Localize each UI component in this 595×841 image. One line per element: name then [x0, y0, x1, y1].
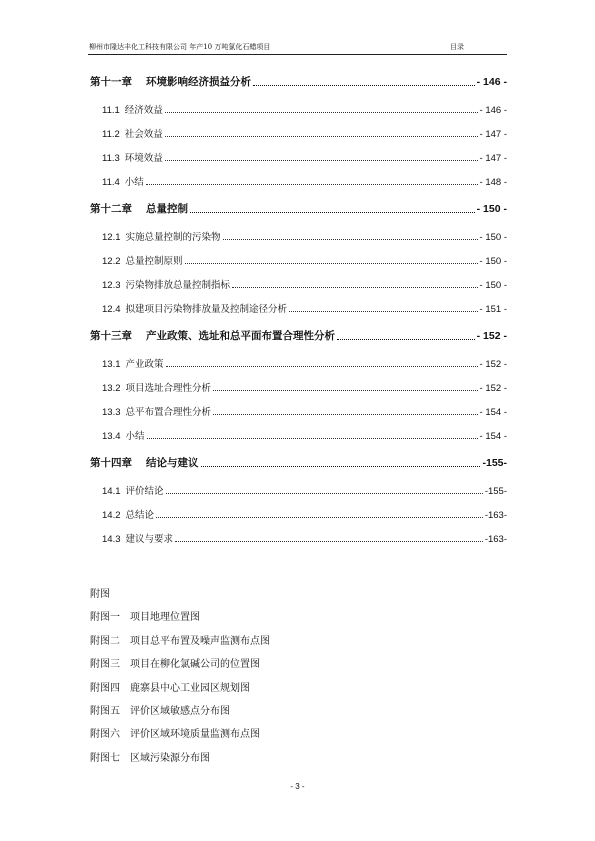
toc-entry-number: 14.1: [102, 486, 121, 497]
toc-entry[interactable]: [90, 277, 507, 291]
toc-entry-number: 11.2: [102, 129, 120, 140]
appendix-item: 附图三 项目在柳化氯碱公司的位置图: [90, 659, 260, 671]
toc-entry-page: -163-: [484, 510, 507, 521]
appendix-item: 附图二 项目总平布置及噪声监测布点图: [90, 635, 270, 647]
toc-entry-title: 环境影响经济损益分析: [146, 76, 251, 88]
toc-entry-number: 12.2: [102, 256, 121, 267]
toc-entry[interactable]: [90, 150, 507, 164]
toc-entry[interactable]: [90, 174, 507, 188]
toc-entry-page: - 152 -: [479, 383, 507, 394]
toc-entry-title: 项目选址合理性分析: [125, 383, 212, 394]
toc-entry-page: - 146 -: [476, 76, 507, 88]
toc-leader-dots: [190, 204, 475, 213]
toc-entry-page: - 150 -: [479, 280, 507, 291]
toc-entry[interactable]: [90, 74, 507, 89]
toc-entry-page: -155-: [482, 457, 507, 469]
toc-leader-dots: [147, 430, 478, 439]
toc-entry-number: 第十三章: [90, 330, 132, 342]
toc-leader-dots: [337, 331, 475, 340]
toc-leader-dots: [165, 152, 478, 161]
toc-entry-number: 12.1: [102, 232, 121, 243]
toc-entry-title: 总平布置合理性分析: [125, 407, 212, 418]
toc-entry-page: - 150 -: [479, 232, 507, 243]
toc-entry-page: -163-: [484, 534, 507, 545]
toc-entry-page: - 154 -: [479, 431, 507, 442]
toc-leader-dots: [156, 509, 483, 518]
toc-entry-page: - 147 -: [479, 153, 507, 164]
toc-entry-number: 12.4: [102, 304, 121, 315]
toc-entry-page: - 148 -: [479, 177, 507, 188]
appendix-title: 附图: [90, 589, 110, 600]
toc-entry-number: 14.2: [102, 510, 121, 521]
toc-entry[interactable]: [90, 126, 507, 140]
toc-entry-title: 评价结论: [125, 486, 164, 497]
running-header: [88, 40, 507, 55]
toc-entry-number: 13.4: [102, 431, 121, 442]
toc-entry-number: 11.1: [102, 105, 120, 116]
toc-entry-number: 14.3: [102, 534, 121, 545]
toc-entry[interactable]: [90, 253, 507, 267]
toc-entry[interactable]: [90, 102, 507, 116]
toc-leader-dots: [223, 231, 478, 240]
toc-leader-dots: [253, 77, 475, 86]
toc-entry-number: 13.1: [102, 359, 121, 370]
toc-entry-title: 结论与建议: [146, 457, 199, 469]
toc-entry-number: 第十二章: [90, 203, 132, 215]
toc-entry-page: - 150 -: [479, 256, 507, 267]
toc-entry[interactable]: [90, 428, 507, 442]
toc-leader-dots: [201, 458, 481, 467]
toc-entry[interactable]: [90, 229, 507, 243]
toc-entry-number: 13.3: [102, 407, 121, 418]
toc-leader-dots: [185, 255, 478, 264]
toc-entry-title: 小结: [125, 431, 145, 442]
appendix-item: 附图四 鹿寨县中心工业园区规划图: [90, 682, 250, 694]
toc-entry[interactable]: [90, 455, 507, 470]
toc-entry-page: - 152 -: [479, 359, 507, 370]
toc-entry[interactable]: [90, 404, 507, 418]
toc-entry[interactable]: [90, 483, 507, 497]
toc-entry-title: 污染物排放总量控制指标: [125, 280, 231, 291]
toc-entry-number: 12.3: [102, 280, 121, 291]
toc-entry-title: 实施总量控制的污染物: [125, 232, 221, 243]
toc-entry-page: - 151 -: [479, 304, 507, 315]
toc-entry-title: 拟建项目污染物排放量及控制途径分析: [125, 304, 288, 315]
toc-entry-title: 产业政策、选址和总平面布置合理性分析: [146, 330, 335, 342]
toc-entry-number: 11.3: [102, 153, 120, 164]
toc-entry-title: 产业政策: [125, 359, 164, 370]
toc-entry-title: 小结: [124, 177, 144, 188]
header-section-label: 目录: [450, 43, 464, 51]
toc-entry-title: 经济效益: [124, 105, 163, 116]
page-number: - 3 -: [290, 782, 305, 791]
toc-entry-title: 总量控制原则: [125, 256, 183, 267]
toc-entry-page: - 146 -: [479, 105, 507, 116]
toc-entry-title: 总结论: [125, 510, 155, 521]
header-project-title: 柳州市隆达丰化工科技有限公司 年产10 万吨氯化石蜡项目: [89, 43, 271, 51]
toc-leader-dots: [165, 128, 478, 137]
toc-entry-page: - 152 -: [476, 330, 507, 342]
appendix-item: 附图一 项目地理位置图: [90, 612, 200, 624]
toc-entry[interactable]: [90, 356, 507, 370]
toc-entry[interactable]: [90, 201, 507, 216]
appendix-item: 附图六 评价区域环境质量监测布点图: [90, 729, 260, 741]
toc-leader-dots: [175, 533, 483, 542]
toc-leader-dots: [146, 176, 478, 185]
toc-leader-dots: [289, 303, 478, 312]
toc-entry[interactable]: [90, 301, 507, 315]
toc-entry-title: 总量控制: [146, 203, 188, 215]
appendix-figure-list: [90, 585, 270, 772]
toc-entry-number: 第十一章: [90, 76, 132, 88]
appendix-item: 附图七 区域污染源分布图: [90, 752, 210, 764]
toc-entry[interactable]: [90, 328, 507, 343]
toc-leader-dots: [213, 382, 478, 391]
toc-entry-page: -155-: [484, 486, 507, 497]
toc-leader-dots: [165, 104, 478, 113]
toc-leader-dots: [232, 279, 478, 288]
toc-leader-dots: [166, 485, 483, 494]
toc-entry-number: 13.2: [102, 383, 121, 394]
toc-leader-dots: [166, 358, 478, 367]
toc-entry-number: 11.4: [102, 177, 120, 188]
toc-entry-page: - 147 -: [479, 129, 507, 140]
toc-entry-title: 社会效益: [124, 129, 163, 140]
toc-entry-title: 环境效益: [124, 153, 163, 164]
toc-entry[interactable]: [90, 507, 507, 521]
appendix-item: 附图五 评价区域敏感点分布图: [90, 705, 230, 717]
toc-entry[interactable]: [90, 531, 507, 545]
toc-entry-page: - 154 -: [479, 407, 507, 418]
toc-entry-title: 建议与要求: [125, 534, 174, 545]
toc-entry-number: 第十四章: [90, 457, 132, 469]
toc-leader-dots: [213, 406, 478, 415]
toc-entry-page: - 150 -: [476, 203, 507, 215]
toc-entry[interactable]: [90, 380, 507, 394]
